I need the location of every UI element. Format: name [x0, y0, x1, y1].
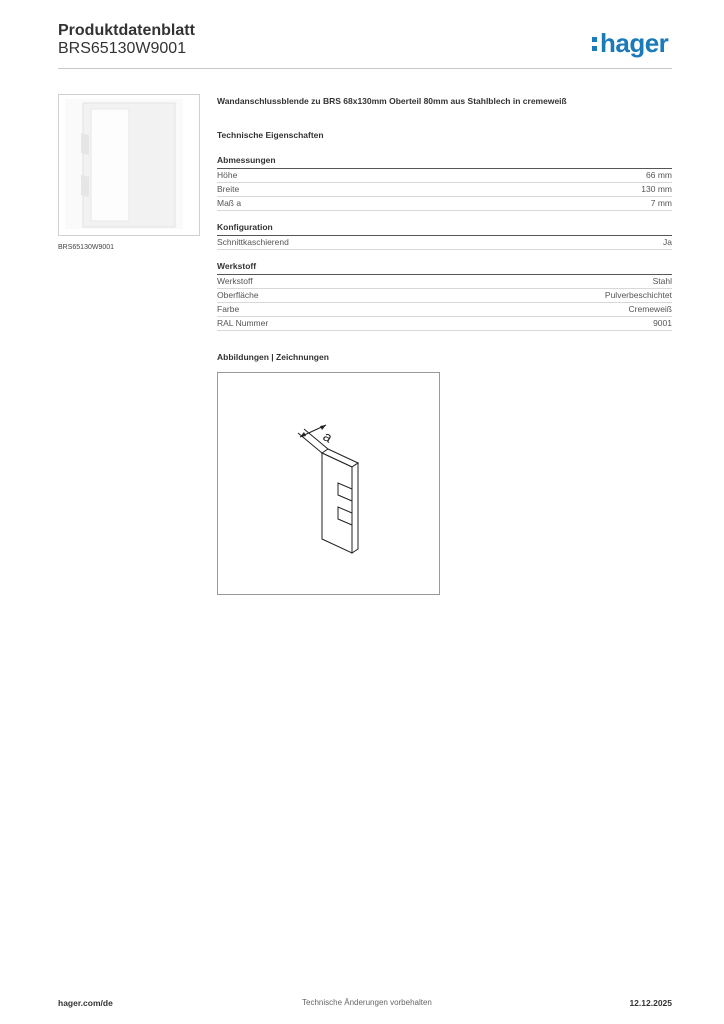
- technical-drawing-icon: [218, 373, 439, 594]
- document-title: Produktdatenblatt: [58, 22, 195, 39]
- table-row: [217, 288, 672, 303]
- property-key: RAL Nummer: [217, 318, 269, 328]
- table-row: [217, 182, 672, 197]
- footer-notice: Technische Änderungen vorbehalten: [302, 998, 432, 1007]
- property-value: Stahl: [652, 276, 672, 286]
- table-row: [217, 196, 672, 211]
- product-photo-icon: [59, 95, 199, 235]
- logo-text: hager: [600, 28, 669, 58]
- technical-properties-title: Technische Eigenschaften: [217, 130, 324, 140]
- product-description: Wandanschlussblende zu BRS 68x130mm Oberteil 80mm aus Stahlblech in cremeweiß: [217, 96, 567, 106]
- property-value: 130 mm: [641, 184, 672, 194]
- product-image-caption: BRS65130W9001: [58, 244, 115, 251]
- technical-drawing: [217, 372, 440, 595]
- logo-mark-icon: [592, 35, 598, 53]
- property-key: Farbe: [217, 304, 240, 314]
- footer-website[interactable]: hager.com/de: [58, 998, 113, 1008]
- table-row: [217, 274, 672, 289]
- property-key: Schnittkaschierend: [217, 237, 289, 247]
- property-value: Cremeweiß: [628, 304, 672, 314]
- document-subtitle: BRS65130W9001: [58, 40, 187, 57]
- group-configuration-title: Konfiguration: [217, 222, 672, 236]
- footer-date: 12.12.2025: [629, 998, 672, 1008]
- table-row: [217, 168, 672, 183]
- property-value: Pulverbeschichtet: [604, 290, 672, 300]
- header-divider: [58, 68, 672, 69]
- property-key: Höhe: [217, 170, 238, 180]
- group-dimensions-title: Abmessungen: [217, 155, 672, 169]
- table-row: [217, 235, 672, 250]
- table-row: [217, 302, 672, 317]
- property-value: 7 mm: [650, 198, 672, 208]
- product-details: [217, 96, 672, 362]
- dimension-label: a: [320, 427, 336, 446]
- property-key: Maß a: [217, 198, 242, 208]
- group-material-title: Werkstoff: [217, 261, 672, 275]
- drawings-title: Abbildungen | Zeichnungen: [217, 352, 329, 362]
- property-key: Breite: [217, 184, 240, 194]
- property-key: Oberfläche: [217, 290, 259, 300]
- property-value: Ja: [663, 237, 672, 247]
- property-key: Werkstoff: [217, 276, 253, 286]
- property-value: 66 mm: [646, 170, 672, 180]
- property-value: 9001: [653, 318, 672, 328]
- product-image: [58, 94, 200, 236]
- table-row: [217, 316, 672, 331]
- hager-logo: [592, 28, 668, 59]
